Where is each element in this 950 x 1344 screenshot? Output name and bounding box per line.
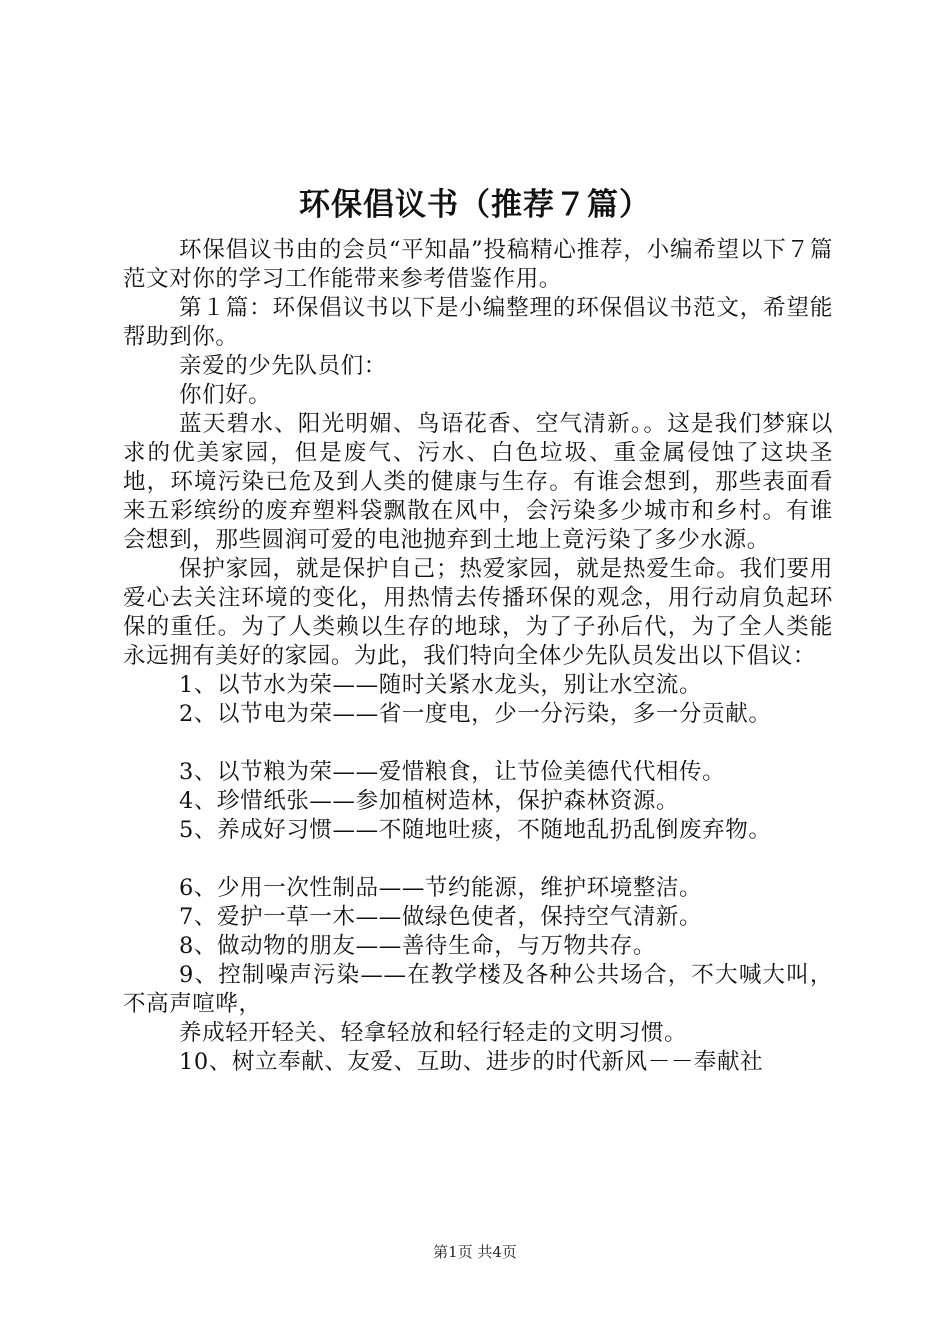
list-item: 5、养成好习惯——不随地吐痰，不随地乱扔乱倒废弃物。 (179, 817, 772, 843)
blank-line (123, 845, 833, 874)
body-paragraph: 保护家园，就是保护自己；热爱家园，就是热爱生命。我们要用爱心去关注环境的变化，用热情去传播环保的观念，用行动肩负起环保的重任。为了人类赖以生存的地球，为了子孙后代，为了全人类能永远拥有美好的家园。为此，我们特向全体少先队员发出以下倡议： (123, 556, 833, 669)
body-paragraph: 蓝天碧水、阳光明媚、鸟语花香、空气清新。。这是我们梦寐以求的优美家园，但是废气、污水、白色垃圾、重金属侵蚀了这块圣地，环境污染已危及到人类的健康与生存。有谁会想到，那些表面看来五彩缤纷的废弃塑料袋飘散在风中，会污染多少城市和乡村。有谁会想到，那些圆润可爱的电池抛弃到土地上竟污染了多少水源。 (123, 411, 833, 553)
greeting: 你们好。 (179, 382, 272, 408)
list-item: 8、做动物的朋友——善待生命，与万物共存。 (179, 933, 656, 959)
salutation: 亲爱的少先队员们： (179, 353, 387, 379)
section-heading-paragraph: 第１篇：环保倡议书以下是小编整理的环保倡议书范文，希望能帮助到你。 (123, 295, 833, 350)
list-item: 1、以节水为荣——随时关紧水龙头，别让水空流。 (179, 672, 703, 698)
list-item-continuation: 养成轻开轻关、轻拿轻放和轻行轻走的文明习惯。 (179, 1020, 688, 1046)
document-body (123, 236, 833, 1077)
list-item: 3、以节粮为荣——爱惜粮食，让节俭美德代代相传。 (179, 759, 726, 785)
list-item: 4、珍惜纸张——参加植树造林，保护森林资源。 (179, 788, 680, 814)
list-item: 10、树立奉献、友爱、互助、进步的时代新风－－奉献社 (179, 1049, 764, 1075)
list-item: 7、爱护一草一木——做绿色使者，保持空气清新。 (179, 904, 703, 930)
document-title: 环保倡议书（推荐７篇） (299, 187, 651, 223)
list-item: 9、控制噪声污染——在教学楼及各种公共场合，不大喊大叫，不高声喧哗， (123, 962, 833, 1017)
page-footer: 第1页 共4页 (433, 1243, 517, 1261)
list-item: 2、以节电为荣——省一度电，少一分污染，多一分贡献。 (179, 701, 772, 727)
blank-line (123, 729, 833, 758)
intro-paragraph: 环保倡议书由的会员“平知晶”投稿精心推荐，小编希望以下７篇范文对你的学习工作能带来参考借鉴作用。 (123, 237, 833, 292)
list-item: 6、少用一次性制品——节约能源，维护环境整洁。 (179, 875, 703, 901)
